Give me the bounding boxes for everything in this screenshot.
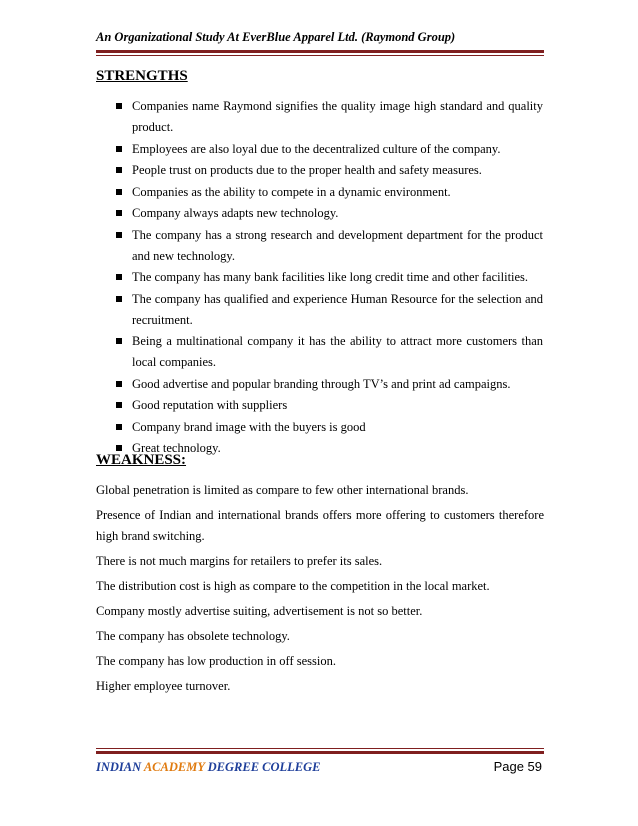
square-bullet-icon (116, 232, 122, 238)
list-item: The company has qualified and experience Human Resource for the selection and recruitment. (0, 289, 543, 331)
running-header: An Organizational Study At EverBlue Apparel Ltd. (Raymond Group) (96, 30, 456, 44)
strengths-list (0, 96, 638, 460)
list-item: The company has a strong research and development department for the product and new technology. (0, 225, 543, 267)
footer-rule-thin (96, 748, 544, 749)
square-bullet-icon (116, 189, 122, 195)
list-item: Employees are also loyal due to the decentralized culture of the company. (0, 139, 543, 160)
list-item: The company has many bank facilities like long credit time and other facilities. (0, 267, 543, 288)
list-item: Great technology. (0, 438, 543, 459)
square-bullet-icon (116, 103, 122, 109)
strengths-heading: STRENGTHS (96, 68, 188, 84)
list-item: People trust on products due to the proper health and safety measures. (0, 160, 543, 181)
square-bullet-icon (116, 381, 122, 387)
footer-college-name: INDIAN ACADEMY DEGREE COLLEGE (96, 760, 321, 774)
list-item: Companies name Raymond signifies the quality image high standard and quality product. (0, 96, 543, 138)
list-item: Being a multinational company it has the ability to attract more customers than local companies. (0, 331, 543, 373)
header-rule-thin (96, 55, 544, 56)
weakness-list (96, 480, 544, 701)
list-item: Good reputation with suppliers (0, 395, 543, 416)
page-number: Page 59 (493, 759, 542, 774)
paragraph: Presence of Indian and international brands offers more offering to customers therefore high brand switching. (96, 508, 544, 543)
weakness-heading: WEAKNESS: (96, 452, 187, 468)
paragraph: Global penetration is limited as compare to few other international brands. (96, 483, 469, 497)
paragraph: The distribution cost is high as compare to the competition in the local market. (96, 579, 490, 593)
list-item: Company brand image with the buyers is good (0, 417, 543, 438)
square-bullet-icon (116, 402, 122, 408)
square-bullet-icon (116, 296, 122, 302)
paragraph: The company has low production in off session. (96, 654, 337, 668)
paragraph: The company has obsolete technology. (96, 629, 290, 643)
square-bullet-icon (116, 445, 122, 451)
list-item: Good advertise and popular branding through TV’s and print ad campaigns. (0, 374, 543, 395)
square-bullet-icon (116, 210, 122, 216)
square-bullet-icon (116, 167, 122, 173)
square-bullet-icon (116, 274, 122, 280)
footer-rule (96, 751, 544, 754)
paragraph: Company mostly advertise suiting, advertisement is not so better. (96, 604, 423, 618)
paragraph: There is not much margins for retailers to prefer its sales. (96, 554, 383, 568)
square-bullet-icon (116, 338, 122, 344)
list-item: Companies as the ability to compete in a dynamic environment. (0, 182, 543, 203)
square-bullet-icon (116, 424, 122, 430)
header-rule (96, 50, 544, 53)
list-item: Company always adapts new technology. (0, 203, 543, 224)
paragraph: Higher employee turnover. (96, 679, 231, 693)
square-bullet-icon (116, 146, 122, 152)
